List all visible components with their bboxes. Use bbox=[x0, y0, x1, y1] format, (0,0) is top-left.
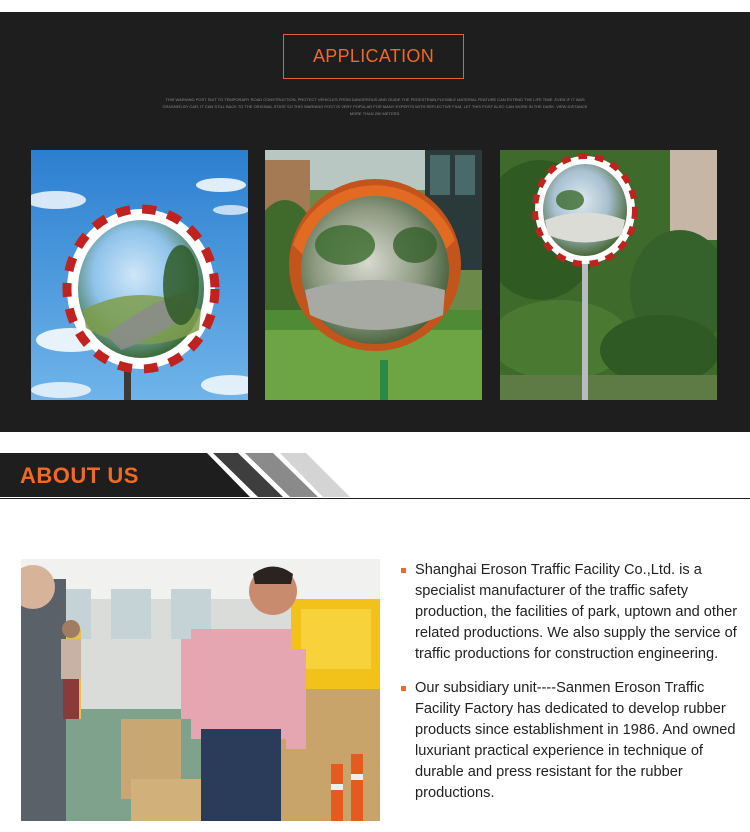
application-photo-2 bbox=[265, 150, 482, 400]
about-paragraph-1-text: Shanghai Eroson Traffic Facility Co.,Ltd. is a specialist manufacturer of the traffic safety production, the facilities of park, uptown and other related productions. We also supply the service of traffic productions for construction engineering. bbox=[415, 562, 738, 662]
header-divider bbox=[0, 498, 750, 499]
about-us-title: ABOUT US bbox=[20, 463, 139, 488]
bullet-icon bbox=[401, 686, 406, 691]
application-title: APPLICATION bbox=[283, 34, 464, 79]
about-photo bbox=[21, 559, 380, 821]
application-photo-3 bbox=[500, 150, 717, 400]
about-paragraph-2 bbox=[400, 678, 745, 804]
about-us-header bbox=[0, 453, 750, 499]
about-paragraph-2-text: Our subsidiary unit----Sanmen Eroson Traffic Facility Factory has dedicated to develop rubber products since establishment in 1986. And owned luxuriant practical experience in technique of durable and press resistant for the rubber productions. bbox=[415, 680, 736, 801]
bullet-icon bbox=[401, 568, 406, 573]
about-paragraph-1 bbox=[400, 560, 745, 665]
application-description: THIS WARNING POST SUIT TO TEMPORARY ROAD CONSTRUCTION, PROTECT VEHICLES FROM DANGEROUS AND GUIDE THE PEDESTRIAN,FLEXIBLE MATERIAL FEATURE CAN EXTEND THE LIFE TIME. EVEN IF IT WAS CRASHED BY CAR, IT CAN STILL BACK TO THE ORIGINAL STATE SO THIS WARNING POST IS VERY POPULAR FOR MANY EXPERTS.WITH REFLECTIVE FILM, LET THIS POST ALSO CAN WORK IN THE DARK. VIEW DISTANCE MORE THAN 200 METERS. bbox=[162, 97, 588, 116]
application-photo-1 bbox=[31, 150, 248, 400]
application-section bbox=[0, 12, 750, 432]
about-text bbox=[400, 560, 745, 817]
